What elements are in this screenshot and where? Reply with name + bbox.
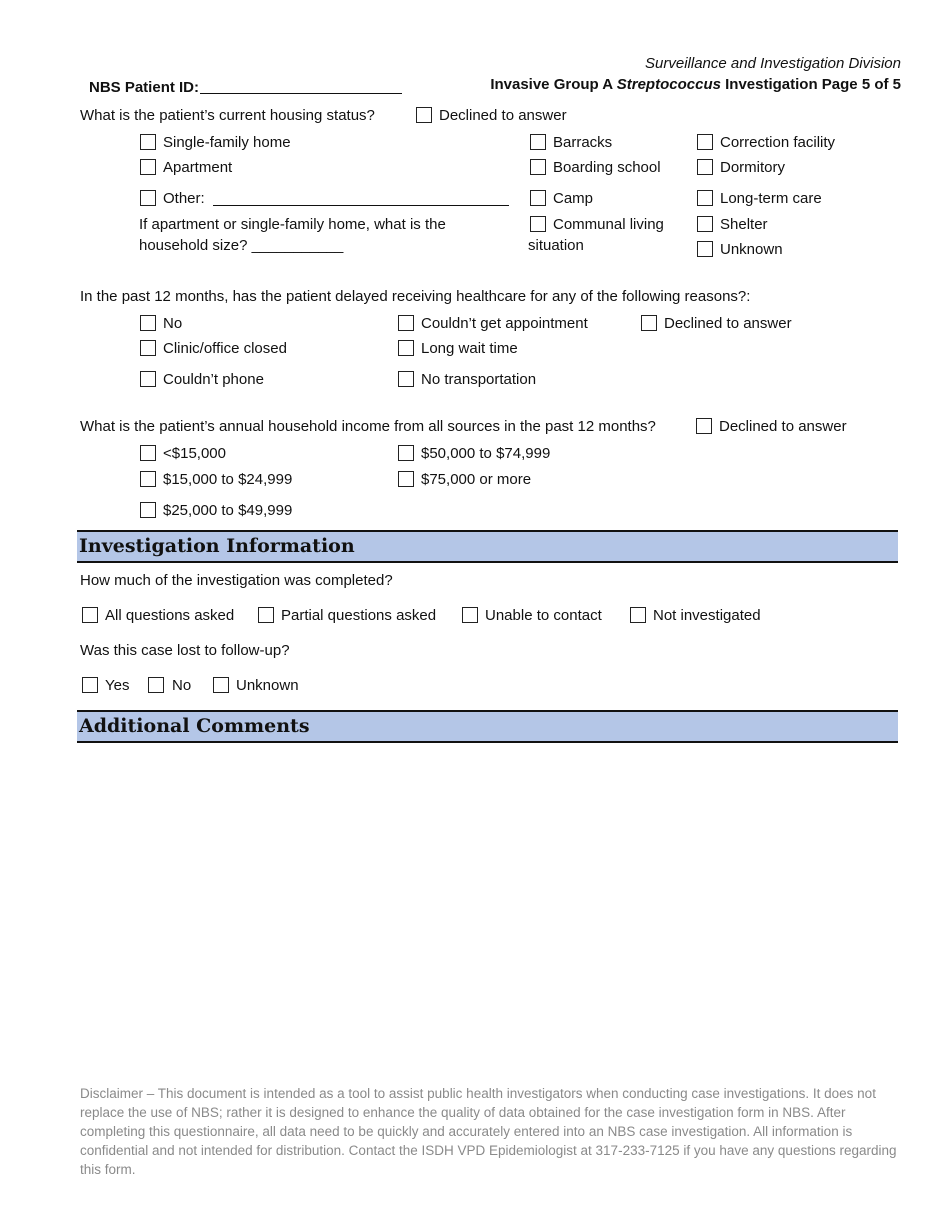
- income-declined-checkbox[interactable]: [696, 418, 712, 434]
- income-question: What is the patient’s annual household income from all sources in the past 12 months?: [80, 418, 656, 435]
- delay-no-label: No: [163, 315, 183, 332]
- form-title: [490, 76, 901, 94]
- income-declined-label: Declined to answer: [719, 418, 847, 435]
- housing-shelter-label: Shelter: [720, 216, 768, 233]
- delay-declined-checkbox[interactable]: [641, 315, 657, 331]
- housing-correction-label: Correction facility: [720, 134, 836, 151]
- delay-clinic-closed-checkbox[interactable]: [140, 340, 156, 356]
- housing-communal-checkbox[interactable]: [530, 216, 546, 232]
- patient-id-field[interactable]: [200, 93, 402, 94]
- housing-apartment-checkbox[interactable]: [140, 159, 156, 175]
- income-lt15-checkbox[interactable]: [140, 445, 156, 461]
- delay-appointment-label: Couldn’t get appointment: [421, 315, 588, 332]
- lost-yes-checkbox[interactable]: [82, 677, 98, 693]
- housing-shelter-checkbox[interactable]: [697, 216, 713, 232]
- housing-camp-checkbox[interactable]: [530, 190, 546, 206]
- delay-couldnt-phone-checkbox[interactable]: [140, 371, 156, 387]
- housing-declined-checkbox[interactable]: [416, 107, 432, 123]
- investigation-section-title: Investigation Information: [79, 535, 355, 557]
- housing-dormitory-checkbox[interactable]: [697, 159, 713, 175]
- form-title-italic: Streptococcus: [616, 76, 721, 93]
- completed-unable-label: Unable to contact: [485, 607, 602, 624]
- income-50-75-label: $50,000 to $74,999: [421, 445, 551, 462]
- housing-long-term-care-checkbox[interactable]: [697, 190, 713, 206]
- housing-unknown-label: Unknown: [720, 241, 783, 258]
- income-gt75-label: $75,000 or more: [421, 471, 532, 488]
- housing-single-family-checkbox[interactable]: [140, 134, 156, 150]
- housing-other-label: Other:: [163, 190, 205, 207]
- form-title-suffix: Investigation Page 5 of 5: [720, 76, 901, 93]
- delay-couldnt-phone-label: Couldn’t phone: [163, 371, 264, 388]
- completed-not-label: Not investigated: [653, 607, 761, 624]
- housing-long-term-care-label: Long-term care: [720, 190, 822, 207]
- lost-unknown-label: Unknown: [236, 677, 299, 694]
- completed-partial-label: Partial questions asked: [281, 607, 437, 624]
- income-lt15-label: <$15,000: [163, 445, 226, 462]
- healthcare-delay-question: In the past 12 months, has the patient delayed receiving healthcare for any of the following reasons?:: [80, 288, 751, 305]
- investigation-section-header: [77, 530, 898, 563]
- housing-boarding-school-checkbox[interactable]: [530, 159, 546, 175]
- housing-barracks-label: Barracks: [553, 134, 613, 151]
- housing-other-checkbox[interactable]: [140, 190, 156, 206]
- lost-unknown-checkbox[interactable]: [213, 677, 229, 693]
- comments-area[interactable]: [77, 746, 898, 1066]
- household-size-question-line1: If apartment or single-family home, what is the: [139, 216, 446, 233]
- investigation-completed-question: How much of the investigation was completed?: [80, 572, 393, 589]
- housing-other-field[interactable]: [213, 205, 509, 206]
- housing-barracks-checkbox[interactable]: [530, 134, 546, 150]
- delay-long-wait-label: Long wait time: [421, 340, 518, 357]
- comments-section-title: Additional Comments: [79, 715, 310, 737]
- housing-camp-label: Camp: [553, 190, 594, 207]
- disclaimer-text: Disclaimer – This document is intended as a tool to assist public health investigators when conducting case investigations. It does not replace the use of NBS; rather it is designed to enhance the quality of data obtained for the case investigation form in NBS. After completing this questionnaire, all data need to be quickly and accurately entered into an NBS case investigation. All information is confidential and not intended for distribution. Contact the ISDH VPD Epidemiologist at 317-233-7125 if you have any questions regarding this form.: [80, 1086, 897, 1177]
- housing-single-family-label: Single-family home: [163, 134, 291, 151]
- division-label: Surveillance and Investigation Division: [645, 55, 901, 72]
- housing-unknown-checkbox[interactable]: [697, 241, 713, 257]
- completed-all-checkbox[interactable]: [82, 607, 98, 623]
- income-25-50-checkbox[interactable]: [140, 502, 156, 518]
- income-25-50-label: $25,000 to $49,999: [163, 502, 293, 519]
- completed-unable-checkbox[interactable]: [462, 607, 478, 623]
- housing-communal-label-line2: situation: [528, 237, 584, 254]
- housing-dormitory-label: Dormitory: [720, 159, 786, 176]
- income-50-75-checkbox[interactable]: [398, 445, 414, 461]
- lost-no-label: No: [172, 677, 192, 694]
- completed-partial-checkbox[interactable]: [258, 607, 274, 623]
- patient-id-label: NBS Patient ID:: [89, 79, 200, 96]
- delay-long-wait-checkbox[interactable]: [398, 340, 414, 356]
- lost-yes-label: Yes: [105, 677, 130, 694]
- income-15-25-checkbox[interactable]: [140, 471, 156, 487]
- income-gt75-checkbox[interactable]: [398, 471, 414, 487]
- delay-appointment-checkbox[interactable]: [398, 315, 414, 331]
- comments-section-header: [77, 710, 898, 743]
- housing-correction-checkbox[interactable]: [697, 134, 713, 150]
- housing-boarding-school-label: Boarding school: [553, 159, 661, 176]
- lost-followup-question: Was this case lost to follow-up?: [80, 642, 290, 659]
- housing-declined-label: Declined to answer: [439, 107, 567, 124]
- form-title-prefix: Invasive Group A: [490, 76, 617, 93]
- completed-not-checkbox[interactable]: [630, 607, 646, 623]
- delay-no-transport-checkbox[interactable]: [398, 371, 414, 387]
- household-size-question-line2: household size? ___________: [139, 237, 344, 254]
- delay-clinic-closed-label: Clinic/office closed: [163, 340, 287, 357]
- delay-no-transport-label: No transportation: [421, 371, 537, 388]
- housing-apartment-label: Apartment: [163, 159, 233, 176]
- delay-declined-label: Declined to answer: [664, 315, 792, 332]
- lost-no-checkbox[interactable]: [148, 677, 164, 693]
- completed-all-label: All questions asked: [105, 607, 235, 624]
- delay-no-checkbox[interactable]: [140, 315, 156, 331]
- income-15-25-label: $15,000 to $24,999: [163, 471, 293, 488]
- housing-communal-label-line1: Communal living: [553, 216, 664, 233]
- housing-question: What is the patient’s current housing status?: [80, 107, 375, 124]
